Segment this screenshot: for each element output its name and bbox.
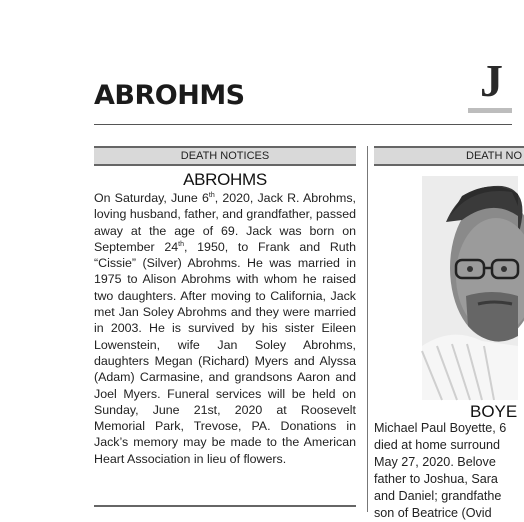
body-text-1: On Saturday, June 6 — [94, 191, 209, 205]
body-line: died at home surround — [374, 438, 501, 452]
masthead-underline — [468, 108, 512, 113]
section-banner-left: DEATH NOTICES — [94, 146, 356, 166]
header-rule — [94, 124, 512, 125]
body-line: Michael Paul Boyette, 6 — [374, 421, 507, 435]
body-line: father to Joshua, Sara — [374, 472, 498, 486]
page-header-name: ABROHMS — [94, 80, 245, 111]
photo-caption-name: BOYE — [470, 402, 518, 421]
portrait-illustration — [422, 176, 518, 400]
ordinal-suffix-1: th — [208, 192, 215, 199]
ordinal-suffix-2: th — [178, 240, 184, 248]
portrait-photo — [422, 176, 518, 400]
column-divider — [367, 146, 368, 512]
body-line: May 27, 2020. Belove — [374, 455, 496, 469]
bottom-rule — [94, 505, 356, 507]
body-line: and Daniel; grandfathe — [374, 489, 502, 503]
obituary-title: ABROHMS — [183, 170, 267, 189]
body-text-2: , 2020, Jack R. Abrohms, loving husband, father, and grandfather, passed away at the age of 69. Jack was born on September 24 — [94, 191, 356, 254]
second-obituary-body — [374, 420, 524, 522]
masthead-letter: J — [480, 55, 503, 106]
body-text-3: , 1950, to Frank and Ruth “Cissie” (Silver) Abrohms. He was married in 1975 to Alison Abrohms with whom he raised two daughters. After moving to California, Jack met Jan Soley Abrohms and they were married in 2003. He is survived by his sister Eileen Lowenstein, wife Jan Soley Abrohms, daughters Megan (Richard) Myers and Alyssa (Adam) Carmasine, and grandsons Aaron and Joel Myers. Funeral services will be held on Sunday, June 21st, 2020 at Roosevelt Memorial Park, Trevose, PA. Donations in Jack’s memory may be made to the American Heart Association in lieu of flowers. — [94, 239, 356, 466]
section-banner-right: DEATH NO — [374, 146, 524, 166]
body-line: son of Beatrice (Ovid — [374, 506, 492, 520]
obituary-body — [94, 190, 356, 467]
